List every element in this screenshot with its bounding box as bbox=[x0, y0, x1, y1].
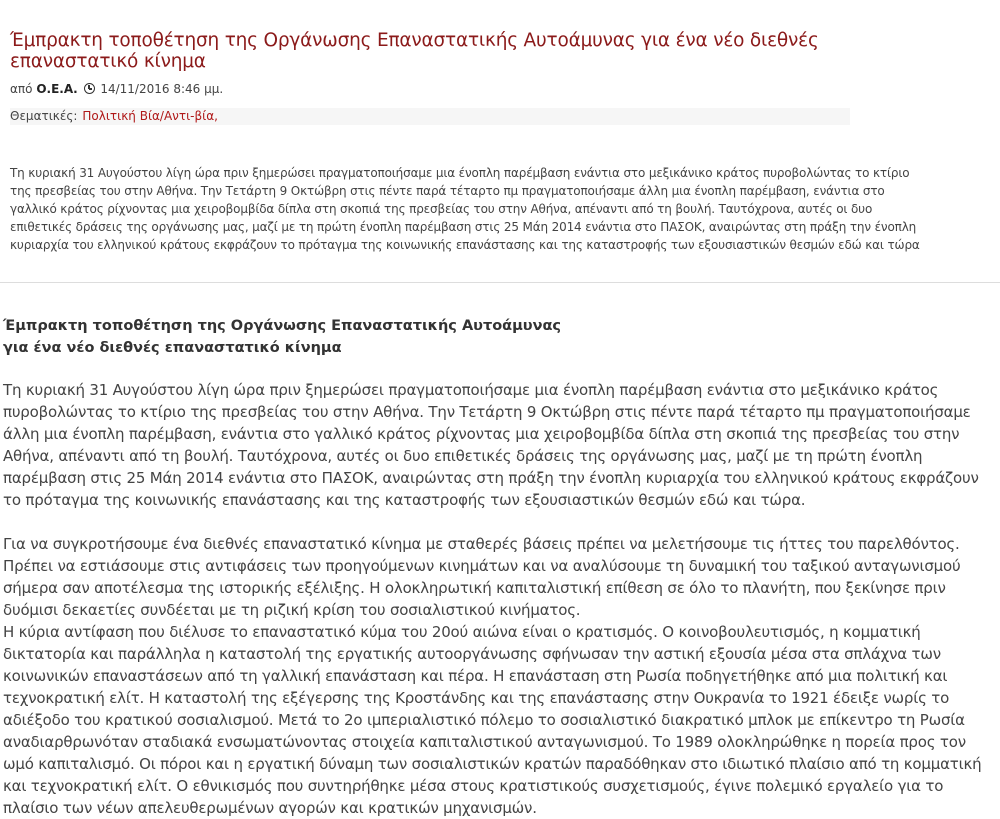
topics-bar bbox=[10, 108, 850, 125]
byline bbox=[10, 81, 223, 97]
article-body bbox=[3, 379, 993, 819]
post-title[interactable]: Έμπρακτη τοποθέτηση της Οργάνωσης Επαναστατικής Αυτοάμυνας για ένα νέο διεθνές επαναστατικό κίνημα bbox=[10, 30, 819, 72]
article-title-line-2: για ένα νέο διεθνές επαναστατικό κίνημα bbox=[3, 340, 342, 356]
post-date: 14/11/2016 8:46 μμ. bbox=[100, 82, 224, 96]
post-header bbox=[0, 0, 1000, 283]
article-paragraph-2: Για να συγκροτήσουμε ένα διεθνές επαναστατικό κίνημα με σταθερές βάσεις πρέπει να μελετήσουμε τις ήττες του παρελθόντος. Πρέπει να εστιάσουμε στις αντιφάσεις των προηγούμενων κινημάτων και να αναλύσουμε τη δυναμική του ταξικού ανταγωνισμού σήμερα σαν αποτέλεσμα της ιστορικής εξέλιξης. Η ολοκληρωτική καπιταλιστική επίθεση σε όλο το πλανήτη, που ξεκίνησε πριν δυόμισι δεκαετίες συνδέεται με τη ριζική κρίση του σοσιαλιστικού κινήματος. bbox=[3, 535, 961, 619]
by-prefix: από bbox=[10, 82, 33, 96]
article-title bbox=[3, 315, 623, 359]
post-summary: Τη κυριακή 31 Αυγούστου λίγη ώρα πριν ξημερώσει πραγματοποιήσαμε μια ένοπλη παρέμβαση ενάντια στο μεξικάνικο κράτος πυροβολώντας το κτίριο της πρεσβείας του στην Αθήνα. Την Τετάρτη 9 Οκτώβρη στις πέντε παρά τέταρτο πμ πραγματοποιήσαμε άλλη μια ένοπλη παρέμβαση, ενάντια στο γαλλικό κράτος ρίχνοντας μια χειροβομβίδα δίπλα στη σκοπιά της πρεσβείας του στην Αθήνα, απέναντι από τη βουλή. Ταυτόχρονα, αυτές οι δυο επιθετικές δράσεις της οργάνωσης μας, μαζί με τη πρώτη ένοπλη παρέμβαση στις 25 Μάη 2014 ενάντια στο ΠΑΣΟΚ, αναιρώντας στη πράξη την ένοπλη κυριαρχία του ελληνικού κράτους εκφράζουν το πρόταγμα της κοινωνικής επανάστασης και της καταστροφής των εξουσιαστικών θεσμών εδώ και τώρα bbox=[10, 166, 920, 252]
author-name[interactable]: Ο.Ε.Α. bbox=[36, 82, 78, 96]
topics-label: Θεματικές: bbox=[10, 109, 78, 123]
article-paragraph-1: Τη κυριακή 31 Αυγούστου λίγη ώρα πριν ξημερώσει πραγματοποιήσαμε μια ένοπλη παρέμβαση ενάντια στο μεξικάνικο κράτος πυροβολώντας το κτίριο της πρεσβείας του στην Αθήνα. Την Τετάρτη 9 Οκτώβρη στις πέντε παρά τέταρτο πμ πραγματοποιήσαμε άλλη μια ένοπλη παρέμβαση, ενάντια στο γαλλικό κράτος ρίχνοντας μια χειροβομβίδα δίπλα στη σκοπιά της πρεσβείας του στην Αθήνα, απέναντι από τη βουλή. Ταυτόχρονα, αυτές οι δυο επιθετικές δράσεις της οργάνωσης μας, μαζί με τη πρώτη ένοπλη παρέμβαση στις 25 Μάη 2014 ενάντια στο ΠΑΣΟΚ, αναιρώντας στη πράξη την ένοπλη κυριαρχία του ελληνικού κράτους εκφράζουν το πρόταγμα της κοινωνικής επανάστασης και της καταστροφής των εξουσιαστικών θεσμών εδώ και τώρα. bbox=[3, 381, 979, 509]
topic-link[interactable]: Πολιτική Βία/Αντι-βία, bbox=[82, 109, 218, 123]
article-title-line-1: Έμπρακτη τοποθέτηση της Οργάνωσης Επαναστατικής Αυτοάμυνας bbox=[3, 318, 562, 334]
clock-icon bbox=[84, 83, 95, 94]
article-paragraph-3: Η κύρια αντίφαση που διέλυσε το επαναστατικό κύμα του 20ού αιώνα είναι ο κρατισμός. Ο κοινοβουλευτισμός, η κομματική δικτατορία και παράλληλα η καταστολή της εργατικής αυτοοργάνωσης σφήνωσαν την αστική εξουσία μέσα στα σπλάχνα των κοινωνικών επαναστάσεων από τη γαλλική επανάσταση και πέρα. Η επανάσταση στη Ρωσία ποδηγετήθηκε από μια πολιτική και τεχνοκρατική ελίτ. Η καταστολή της εξέγερσης της Κροστάνδης και της επανάστασης στην Ουκρανία το 1921 έδειξε νωρίς το αδιέξοδο του κρατικού σοσιαλισμού. Μετά το 2ο ιμπεριαλιστικό πόλεμο το σοσιαλιστικό διακρατικό μπλοκ με επίκεντρο τη Ρωσία αναδιαρθρωνόταν σταδιακά ενσωματώνοντας στοιχεία καπιταλιστικού ανταγωνισμού. Το 1989 ολοκληρώθηκε η πορεία προς τον ωμό καπιταλισμό. Οι πόροι και η εργατική δύναμη των σοσιαλιστικών κρατών παραδόθηκαν στο ιδιωτικό πλαίσιο από τη κομματική και τεχνοκρατική ελίτ. Ο εθνικισμός που συντηρήθηκε μέσα στους κρατιστικούς συσχετισμούς, έγινε πολεμικό εργαλείο για το πλαίσιο των νέων απελευθερωμένων αγορών και κρατικών μηχανισμών. bbox=[3, 623, 982, 817]
